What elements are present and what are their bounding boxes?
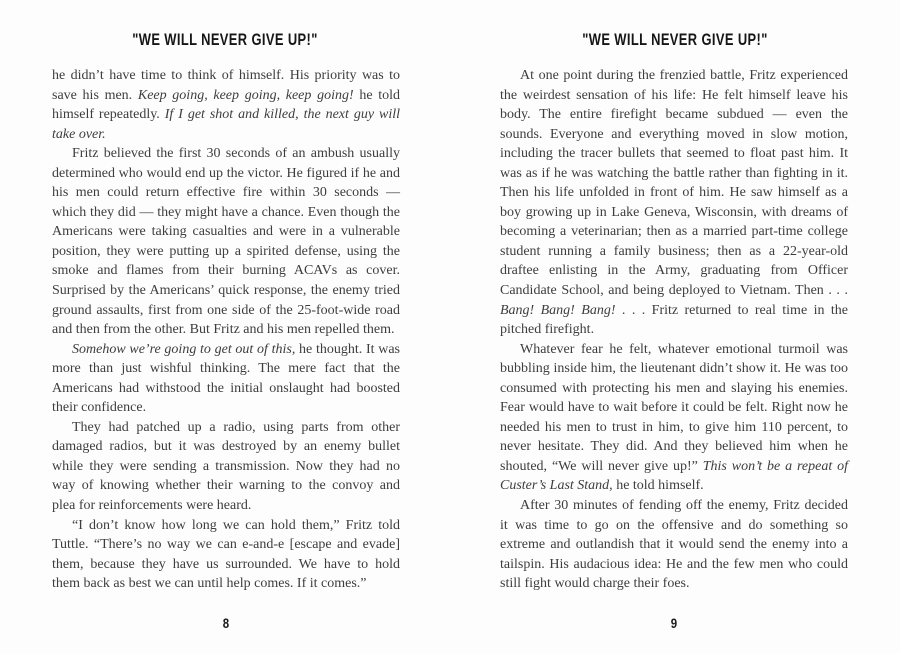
italic-text-run: Somehow we’re going to get out of this,	[72, 341, 296, 357]
page-right	[450, 0, 900, 654]
text-run: . . . Fritz returned to real time in the pitched firefight.	[500, 302, 848, 338]
text-run: After 30 minutes of fending off the enemy, Fritz decided it was time to go on the offensive and do something so extreme and outlandish that it would send the enemy into a tailspin. His audacious idea: He and the few men who could still fight would charge their foes.	[500, 498, 848, 592]
page-number-left: 8	[222, 615, 230, 631]
running-header-right: "WE WILL NEVER GIVE UP!"	[582, 30, 768, 49]
text-run: he thought. It was more than just wishful thinking. The mere fact that the Americans had withstood the initial onslaught had boosted their confidence.	[52, 341, 400, 416]
italic-text-run: If I get shot and killed, the next guy will take over.	[52, 107, 400, 142]
paragraph	[52, 144, 400, 339]
page-number-right: 9	[670, 615, 678, 631]
text-run: Whatever fear he felt, whatever emotional turmoil was bubbling inside him, the lieutenant didn’t show it. He was too consumed with protecting his men and slaying his enemies. Fear would have to wait before it could be felt. Right now he needed his men to trust in him, to give him 110 percent, to never hesitate. They did. And they believed him when he shouted, “We will never give up!”	[500, 341, 848, 474]
text-run: he told himself repeatedly.	[52, 87, 400, 123]
text-run: he didn’t have time to think of himself. His priority was to save his men.	[52, 68, 400, 103]
text-run: “I don’t know how long we can hold them,” Fritz told Tuttle. “There’s no way we can e-and-e [escape and evade] them, because they have us surrounded. We have to hold them back as best we can until help comes. If it comes.”	[52, 517, 400, 592]
text-run: They had patched up a radio, using parts from other damaged radios, but it was destroyed by an enemy bullet while they were sending a transmission. Now they had no way of knowing whether their warning to the convoy and plea for reinforcements were heard.	[52, 419, 400, 514]
italic-text-run: This won’t be a repeat of Custer’s Last Stand,	[500, 458, 849, 494]
paragraph	[500, 340, 848, 496]
paragraph	[500, 496, 848, 594]
paragraph	[52, 418, 400, 516]
paragraph	[52, 340, 400, 418]
page-right-text	[500, 66, 848, 594]
italic-text-run: Bang! Bang! Bang!	[500, 302, 616, 318]
text-run: he told himself.	[612, 478, 704, 494]
italic-text-run: Keep going, keep going, keep going!	[137, 87, 354, 103]
text-run: At one point during the frenzied battle, Fritz experienced the weirdest sensation of his life: He felt himself leave his body. The entire firefight became subdued — even the sounds. Everyone and everything moved in slow motion, including the tracer bullets that seemed to float past him. It was as if he was watching the battle rather than fighting in it. Then his life unfolded in front of him. He saw himself as a boy growing up in Lake Geneva, Wisconsin, with dreams of becoming a veterinarian; then as a married part-time college student running a family business; then as a 22-year-old draftee enlisting in the Army, graduating from Officer Candidate School, and being deployed to Vietnam. Then . . .	[500, 68, 848, 299]
paragraph	[52, 66, 400, 144]
paragraph	[52, 516, 400, 594]
text-run: Fritz believed the first 30 seconds of an ambush usually determined who would end up the victor. He figured if he and his men could return effective fire within 30 seconds — which they did — they might have a chance. Even though the Americans were taking casualties and were in a vulnerable position, they were putting up a spirited defense, using the smoke and flames from their burning ACAVs as cover. Surprised by the Americans’ quick response, the enemy tried ground assaults, first from one side of the 25-foot-wide road and then from the other. But Fritz and his men repelled them.	[52, 146, 400, 338]
running-header-left: "WE WILL NEVER GIVE UP!"	[132, 30, 318, 49]
paragraph	[500, 66, 848, 340]
page-left-text	[52, 66, 400, 594]
